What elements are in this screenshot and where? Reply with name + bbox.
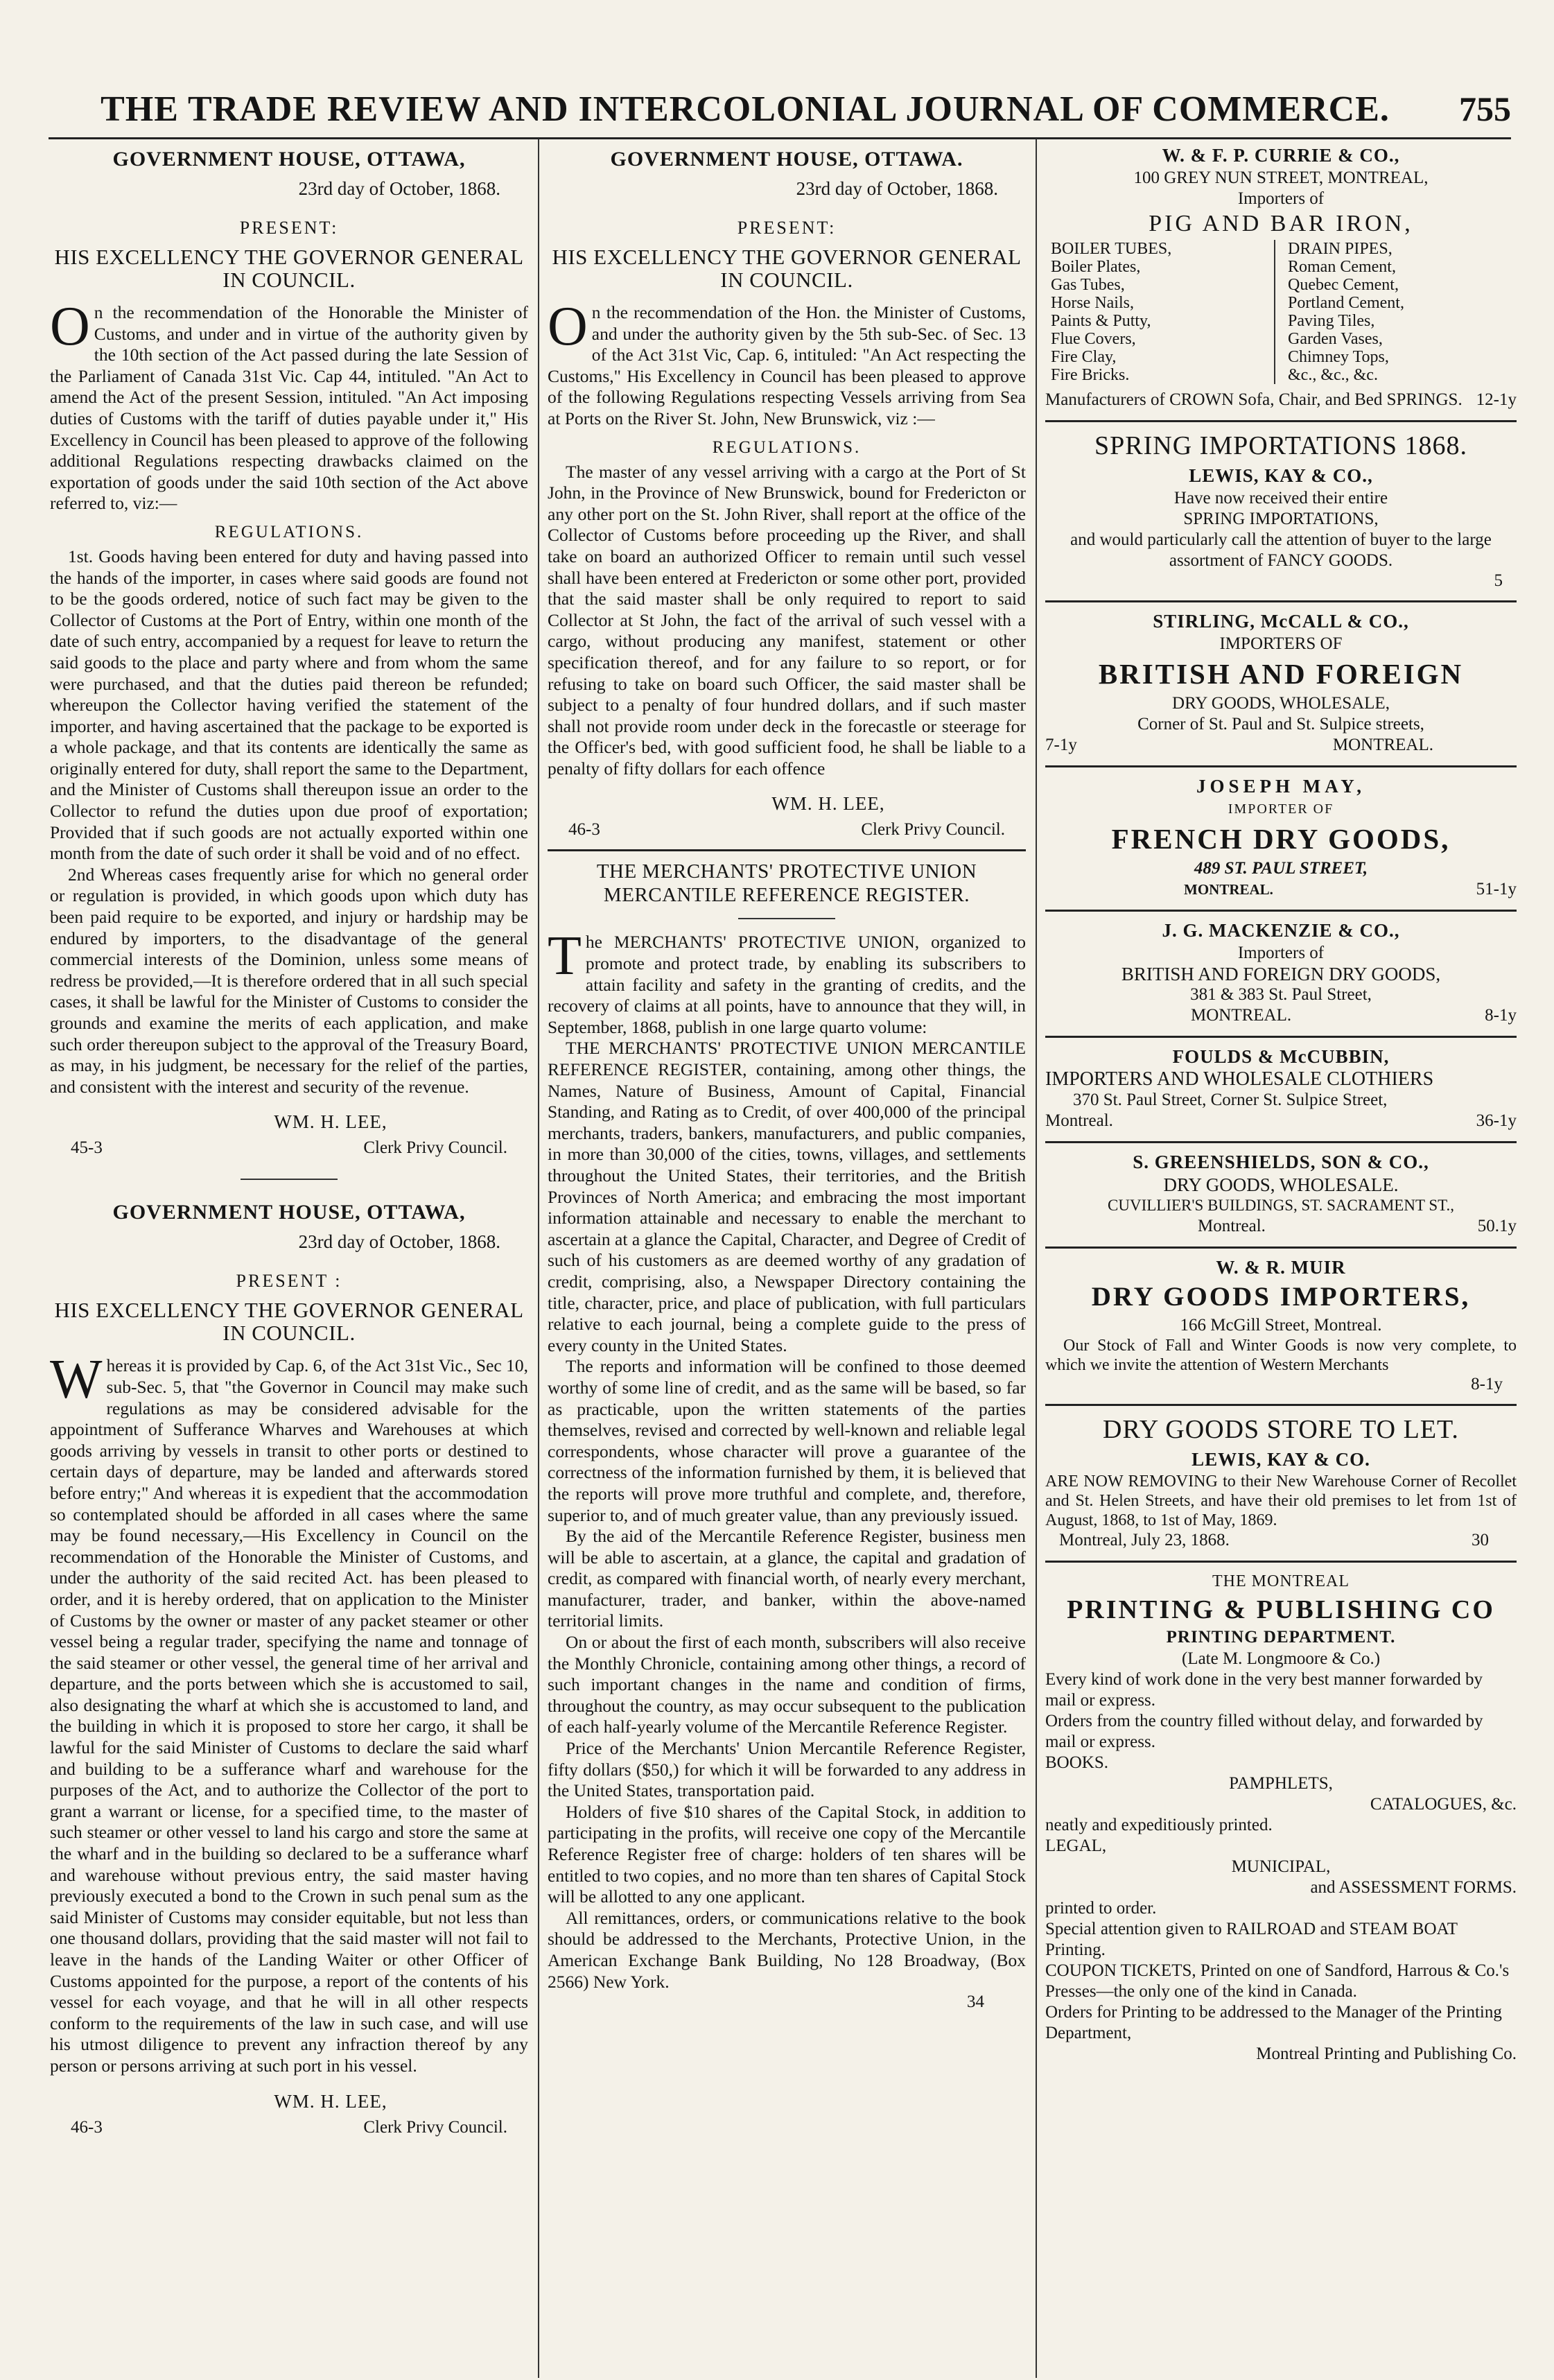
ad-banner: DRY GOODS IMPORTERS, <box>1091 1282 1471 1312</box>
separator <box>1045 1404 1517 1406</box>
list-item: Fire Clay, <box>1051 348 1117 366</box>
list-item: Paving Tiles, <box>1288 312 1375 330</box>
ad-line: (Late M. Longmoore & Co.) <box>1181 1649 1381 1668</box>
notice-sufferance-wharves <box>50 1201 528 2137</box>
regulations-heading: REGULATIONS. <box>712 437 862 457</box>
ad-joseph-may <box>1045 776 1517 900</box>
advertiser-name: LEWIS, KAY & CO., <box>1189 465 1373 486</box>
notice-heading: GOVERNMENT HOUSE, OTTAWA, <box>112 1201 466 1224</box>
ad-line: Special attention given to RAILROAD and STEAM BOAT Printing. <box>1045 1920 1458 1959</box>
notice-st-john-vessels <box>548 148 1026 840</box>
ad-ref: 51-1y <box>1476 880 1517 898</box>
separator <box>1045 600 1517 602</box>
notice-drawbacks <box>50 148 528 1158</box>
article-paragraph: By the aid of the Mercantile Reference Register, business men will be able to ascertain, at a glance, the capital and gradation of credit, as compared with financial worth, of nearly every merchant, manufacturer, trader, and banker, within the above-named territorial limits. <box>548 1526 1026 1631</box>
ad-line: IMPORTER OF <box>1228 801 1334 817</box>
separator <box>241 1179 338 1180</box>
notice-heading: GOVERNMENT HOUSE, OTTAWA, <box>112 148 466 171</box>
column-rule-2 <box>1036 139 1037 2378</box>
advertiser-name: W. & F. P. CURRIE & CO., <box>1162 145 1400 166</box>
separator <box>1045 910 1517 912</box>
separator <box>1045 1141 1517 1143</box>
ad-greenshields <box>1045 1152 1517 1237</box>
separator <box>1045 765 1517 767</box>
ad-line: DRY GOODS, WHOLESALE, <box>1172 694 1390 713</box>
signer: WM. H. LEE, <box>274 2090 387 2112</box>
article-paragraph: All remittances, orders, or communications relative to the book should be addressed to the Merchants, Protective Union, in the American Exchange Bank Building, No 128 Broadway, (Box 2566) New York. <box>548 1907 1026 1992</box>
advertiser-name: W. & R. MUIR <box>1216 1257 1346 1278</box>
ad-ref: 50.1y <box>1477 1217 1517 1235</box>
ad-city: MONTREAL. <box>1191 1006 1292 1025</box>
ad-line: Every kind of work done in the very best manner forwarded by mail or express. <box>1045 1670 1483 1710</box>
notice-date: 23rd day of October, 1868. <box>298 178 500 199</box>
separator <box>1045 1036 1517 1038</box>
advertiser-address: Corner of St. Paul and St. Sulpice streets, <box>1137 715 1424 733</box>
article-paragraph: The reports and information will be confined to those deemed worthy of some line of credit, and as the same will be based, so far as practicable, upon the written statements of the parties themselves, revised and corrected by well-known and reliable legal correspondents, whose character will prove a guarantee of the correctness of the information furnished by them, it is believed that the reports will prove more truthful and complete, and, therefore, superior to, and of much greater value, than any previously issued. <box>548 1356 1026 1525</box>
ad-footer <box>1045 1216 1517 1237</box>
article-paragraph: On or about the first of each month, subscribers will also receive the Monthly Chronicle, containing among other things, a record of such important changes in the name and condition of firms, throughout the country, as may occur subsequent to the publication of each half-yearly volume of the Mercantile Reference Register. <box>548 1632 1026 1737</box>
list-item: Gas Tubes, <box>1051 276 1125 294</box>
product-list-right <box>1274 240 1511 384</box>
signer: WM. H. LEE, <box>274 1111 387 1133</box>
advertiser-name: STIRLING, McCALL & CO., <box>1153 611 1409 632</box>
article-title: THE MERCHANTS' PROTECTIVE UNION MERCANTILE REFERENCE REGISTER. <box>596 860 977 907</box>
article-ref: 34 <box>967 1992 984 2012</box>
ad-line: Importers of <box>1237 189 1325 208</box>
ad-banner: PIG AND BAR IRON, <box>1149 211 1413 236</box>
ad-line: Importers of <box>1237 944 1325 962</box>
notice-excellency: HIS EXCELLENCY THE GOVERNOR GENERAL IN COUNCIL. <box>552 245 1022 292</box>
ad-ref: 5 <box>1494 571 1503 590</box>
ad-footer <box>1045 390 1517 410</box>
merchants-protective-union <box>548 860 1026 2012</box>
list-item: Chimney Tops, <box>1288 348 1389 366</box>
separator <box>1045 420 1517 422</box>
ad-ref: 8-1y <box>1485 1006 1517 1025</box>
product-list-left <box>1051 240 1274 384</box>
ad-city: Montreal. <box>1198 1217 1266 1235</box>
ad-foulds <box>1045 1046 1517 1131</box>
journal-title: THE TRADE REVIEW AND INTERCOLONIAL JOURNAL OF COMMERCE. <box>101 89 1390 129</box>
list-item: &c., &c., &c. <box>1288 366 1378 384</box>
list-item: Fire Bricks. <box>1051 366 1130 384</box>
clerk-title: Clerk Privy Council. <box>363 2117 507 2137</box>
ad-line: Orders from the country filled without delay, and forwarded by mail or express. <box>1045 1712 1483 1751</box>
list-item: Flue Covers, <box>1051 330 1136 348</box>
notice-date: 23rd day of October, 1868. <box>796 178 998 199</box>
ad-stirling <box>1045 611 1517 756</box>
signature-row <box>71 1138 507 1158</box>
notice-excellency: HIS EXCELLENCY THE GOVERNOR GENERAL IN COUNCIL. <box>54 1298 524 1346</box>
notice-paragraph: 1st. Goods having been entered for duty and having passed into the hands of the importer, in cases where said goods are found not to be the goods ordered, notice of such fact may be given to the Collector of Customs at the Port of Entry, within one month of the date of such entry, accompanied by a request for leave to return the said goods to the place and party where and from whom the same were purchased, and that the duties paid thereon be refunded; whereupon the Collector having verified the statement of the importer, and having ascertained that the package to be exported is a whole package, and that its contents are identically the same as originally entered for duty, shall report the same to the Department, and the Minister of Customs shall thereupon issue an order to the Collector to refund the duties upon due proof of exportation; Provided that if such goods are not actually exported within one month from the date of such order it shall be void and of no effect. <box>50 546 528 864</box>
ad-currie <box>1045 145 1517 410</box>
ad-footer <box>1045 1005 1517 1026</box>
masthead-rule <box>49 137 1511 139</box>
ad-line: PAMPHLETS, <box>1229 1774 1333 1793</box>
notice-heading: GOVERNMENT HOUSE, OTTAWA. <box>610 148 963 171</box>
ad-banner: DRY GOODS STORE TO LET. <box>1103 1415 1459 1444</box>
separator <box>738 918 835 919</box>
notice-present: PRESENT : <box>236 1271 342 1292</box>
ad-muir <box>1045 1257 1517 1394</box>
clerk-title: Clerk Privy Council. <box>363 1138 507 1158</box>
signer: WM. H. LEE, <box>771 793 885 815</box>
ad-line: MUNICIPAL, <box>1231 1857 1331 1876</box>
list-item: Roman Cement, <box>1288 258 1396 276</box>
signature-row <box>71 2118 507 2137</box>
advertiser-address: 166 McGill Street, Montreal. <box>1180 1316 1382 1335</box>
list-item: Horse Nails, <box>1051 294 1134 312</box>
ad-line: COUPON TICKETS, Printed on one of Sandford, Harrous & Co.'s Presses—the only one of the kind in Canada. <box>1045 1961 1510 2001</box>
notice-ref: 46-3 <box>568 820 600 840</box>
advertiser-name: S. GREENSHIELDS, SON & CO., <box>1133 1152 1429 1172</box>
ad-line: DRY GOODS, WHOLESALE. <box>1163 1174 1399 1195</box>
advertiser-address: 381 & 383 St. Paul Street, <box>1190 985 1372 1004</box>
notice-ref: 45-3 <box>71 1138 103 1158</box>
notice-date: 23rd day of October, 1868. <box>298 1231 500 1253</box>
product-list <box>1051 240 1511 384</box>
signature-row <box>568 820 1005 840</box>
notice-paragraph: On the recommendation of the Hon. the Minister of Customs, and under the authority given by the 5th sub-Sec. of Sec. 13 of the Act 31st Vic, Cap. 6, intituled: "An Act respecting the Customs," His Excellency in Council has been pleased to approve of the following Regulations respecting Vessels arriving from Sea at Ports on the River St. John, New Brunswick, viz :— <box>548 296 1026 428</box>
ad-line: BRITISH AND FOREIGN DRY GOODS, <box>1121 964 1441 984</box>
ad-footer <box>1045 1530 1517 1551</box>
ad-footer <box>1045 1111 1517 1131</box>
list-item: DRAIN PIPES, <box>1288 240 1393 258</box>
advertiser-address: 489 ST. PAUL STREET, <box>1194 859 1368 878</box>
ad-line: Manufacturers of CROWN Sofa, Chair, and Bed SPRINGS. <box>1045 390 1463 409</box>
ad-banner: BRITISH AND FOREIGN <box>1098 658 1464 690</box>
ad-printing-company <box>1045 1571 1517 2065</box>
clerk-title: Clerk Privy Council. <box>861 820 1005 840</box>
list-item: BOILER TUBES, <box>1051 240 1172 258</box>
ad-line: CATALOGUES, &c. <box>1370 1795 1517 1814</box>
list-item: Quebec Cement, <box>1288 276 1399 294</box>
ad-lewis-spring <box>1045 431 1517 591</box>
ad-banner: FRENCH DRY GOODS, <box>1111 823 1451 855</box>
ad-line: Montreal Printing and Publishing Co. <box>1256 2044 1517 2063</box>
notice-present: PRESENT: <box>239 218 339 238</box>
printing-services <box>1045 1669 1517 2065</box>
ad-ref: 36-1y <box>1476 1111 1517 1130</box>
notice-excellency: HIS EXCELLENCY THE GOVERNOR GENERAL IN COUNCIL. <box>54 245 524 292</box>
notice-ref: 46-3 <box>71 2117 103 2137</box>
article-paragraph: THE MERCHANTS' PROTECTIVE UNION MERCANTILE REFERENCE REGISTER, containing, among other things, the Names, Nature of Business, Amount of Capital, Financial Standing, and Rating as to Credit, of over 400,000 of the principal merchants, traders, bankers, manufacturers, and public companies, in more than 30,000 of the cities, towns, villages, and settlements throughout the United States, their territories, and the British Provinces of North America; and embracing the most important information attainable and necessary to enable the merchant to ascertain at a glance the Capital, Character, and Degree of Credit of such of his customers as are deemed worthy of any gradation of credit, comprising, also, a Newspaper Directory containing the title, character, price, and place of publication, with full particulars relative to each journal, being a complete guide to the press of every county in the United States. <box>548 1038 1026 1355</box>
ad-line: printed to order. <box>1045 1899 1157 1918</box>
ad-date: Montreal, July 23, 1868. <box>1059 1531 1230 1549</box>
advertiser-name: FOULDS & McCUBBIN, <box>1172 1046 1390 1067</box>
ad-line: Have now received their entire <box>1173 489 1388 507</box>
column-3 <box>1045 142 1517 2374</box>
column-1 <box>50 142 528 2374</box>
article-paragraph: The MERCHANTS' PROTECTIVE UNION, organized to promote and protect trade, by enabling its subscribers to attain facility and safety in the granting of credits, and the recovery of claims at all points, have to announce that they will, in September, 1868, publish in one large quarto volume: <box>548 926 1026 1037</box>
ad-banner: SPRING IMPORTATIONS 1868. <box>1094 431 1468 460</box>
ad-ref: 7-1y <box>1045 736 1077 754</box>
ad-mackenzie <box>1045 920 1517 1026</box>
column-2 <box>548 142 1026 2374</box>
ad-line: THE MONTREAL <box>1212 1572 1350 1590</box>
separator <box>1045 1561 1517 1563</box>
ad-footer <box>1045 879 1517 900</box>
list-item: Portland Cement, <box>1288 294 1404 312</box>
ad-line: IMPORTERS AND WHOLESALE CLOTHIERS <box>1045 1068 1434 1090</box>
notice-paragraph: On the recommendation of the Honorable the Minister of Customs, and under and in virtue of the authority given by the 10th section of the Act passed during the late Session of the Parliament of Canada 31st Vic. Cap 44, intituled. "An Act to amend the Act of the present Session, intituled. "An Act imposing duties of Customs with the tariff of duties payable under it," His Excellency in Council has been pleased to approve of the following additional Regulations respecting drawbacks claimed on the exportation of goods under the said 10th section of the Act above referred to, viz:— <box>50 296 528 514</box>
separator <box>548 849 1026 851</box>
ad-line: IMPORTERS OF <box>1219 634 1343 653</box>
ad-city: MONTREAL. <box>1184 881 1273 898</box>
notice-paragraph: The master of any vessel arriving with a cargo at the Port of St John, in the Province of New Brunswick, bound for Fredericton or any other port on the St. John River, shall report at the office of the Collector of Customs before proceeding up the River, and shall take on board an authorized Officer to remain until such vessel shall have been entered at Fredericton or some other port, provided that the said master shall be only required to report to said Collector at St John, the fact of the arrival of such vessel with a cargo, without producing any manifest, statement or other specification thereof, and for any failure to so report, or for refusing to take on board such Officer, the said master shall be subject to a penalty of four hundred dollars, and if such master shall not provide room under deck in the forecastle or steerage for the Officer's bed, with good sufficient food, he shall be liable to a penalty of fifty dollars for each offence <box>548 461 1026 779</box>
ad-ref: 8-1y <box>1471 1375 1503 1393</box>
notice-present: PRESENT: <box>737 218 837 238</box>
advertiser-name: LEWIS, KAY & CO. <box>1191 1449 1370 1470</box>
separator <box>1045 1247 1517 1249</box>
page-number: 755 <box>1459 89 1511 128</box>
ad-line: BOOKS. <box>1045 1753 1108 1772</box>
ad-city: MONTREAL. <box>1332 736 1433 754</box>
ad-banner: PRINTING & PUBLISHING CO <box>1067 1595 1495 1624</box>
column-rule-1 <box>538 139 539 2378</box>
ad-line: and would particularly call the attention of buyer to the large assortment of FANCY GOODS. <box>1070 530 1492 570</box>
article-paragraph: Price of the Merchants' Union Mercantile Reference Register, fifty dollars ($50,) for which it will be forwarded to any address in the United States, transportation paid. <box>548 1738 1026 1801</box>
notice-paragraph: 2nd Whereas cases frequently arise for which no general order or regulation is provided, in which goods upon which duty has been paid require to be exported, and injury or hardship may be endured by importers, to the disadvantage of the general commercial interests of the Dominion, unless some means of redress be provided,—It is therefore ordered that in all such special cases, it shall be lawful for the Minister of Customs to consider the grounds and examine the merits of each application, and make such order thereupon subject to the approval of the Treasury Board, as may, in his judgment, be necessary for the relief of the parties, and consistent with the interest and security of the revenue. <box>50 864 528 1097</box>
ad-footer <box>1045 735 1517 756</box>
advertiser-address: CUVILLIER'S BUILDINGS, ST. SACRAMENT ST., <box>1108 1197 1454 1214</box>
article-paragraph: Holders of five $10 shares of the Capital Stock, in addition to participating in the profits, will receive one copy of the Mercantile Reference Register free of charge: holders of ten shares will be entitled to two copies, and no more than ten shares of Capital Stock will be allotted to any one applicant. <box>548 1801 1026 1907</box>
ad-line: Orders for Printing to be addressed to the Manager of the Printing Department, <box>1045 2003 1502 2042</box>
advertiser-address: 370 St. Paul Street, Corner St. Sulpice Street, <box>1073 1091 1388 1109</box>
ad-ref: 12-1y <box>1476 390 1517 409</box>
ad-body: Our Stock of Fall and Winter Goods is now very complete, to which we invite the attention of Western Merchants <box>1045 1337 1517 1374</box>
ad-line: LEGAL, <box>1045 1836 1107 1855</box>
ad-line: neatly and expeditiously printed. <box>1045 1816 1273 1834</box>
ad-store-to-let <box>1045 1414 1517 1551</box>
ad-line: PRINTING DEPARTMENT. <box>1166 1628 1396 1647</box>
ad-ref: 30 <box>1472 1531 1489 1549</box>
regulations-heading: REGULATIONS. <box>214 522 364 541</box>
masthead <box>49 82 1511 151</box>
list-item: Boiler Plates, <box>1051 258 1141 276</box>
notice-paragraph: Whereas it is provided by Cap. 6, of the Act 31st Vic., Sec 10, sub-Sec. 5, that "the Governor in Council may make such regulations as may be considered advisable for the appointment of Sufferance Wharves and Warehouses at which goods arriving by vessels in transit to other ports or destined to certain days of departure, may be landed and afterwards stored before entry;" And whereas it is expedient that the accommodation so contemplated should be afforded in all cases where the same may be found necessary,—His Excellency in Council on the recommendation of the Honorable the Minister of Customs, and under the authority of the said recited Act. has been pleased to order, and it is hereby ordered, that on application to the Minister of Customs by the owner or master of any packet steamer or other vessel being a regular trader, specifying the name and tonnage of the said steamer or other vessel, the general time of her arrival and departure, and the ports between which she is accustomed to sail, also designating the wharf at which she is accustomed to land, and the building in which it is proposed to store her cargo, it shall be lawful for the said Minister of Customs to declare the said wharf and building to be a sufferance wharf and warehouse for the purposes of the Act, and to authorize the Collector of the port to grant a warrant or license, for a specified time, to the master of such steamer or other vessel to land his cargo and store the same at the wharf and in the building so declared to be a sufferance wharf and warehouse without previous entry, the said master having previously executed a bond to the Crown in such penal sum as the said Minister of Customs may consider equitable, but not less than one thousand dollars, providing that the said master will not fail to leave in the hands of the Landing Waiter or other Officer of Customs appointed for the purpose, a report of the contents of his vessel for each voyage, and that he will in all other respects conform to the requirements of the law in such case, and will use his utmost diligence to prevent any infraction thereof by any person or persons arriving at such port in his vessel. <box>50 1349 528 2076</box>
advertiser-name: JOSEPH MAY, <box>1196 776 1366 797</box>
ad-line: and ASSESSMENT FORMS. <box>1310 1878 1517 1897</box>
list-item: Garden Vases, <box>1288 330 1383 348</box>
advertiser-address: 100 GREY NUN STREET, MONTREAL, <box>1133 168 1429 187</box>
list-item: Paints & Putty, <box>1051 312 1151 330</box>
ad-body: ARE NOW REMOVING to their New Warehouse Corner of Recollet and St. Helen Streets, and have their old premises to let from 1st of August, 1868, to 1st of May, 1869. <box>1045 1473 1517 1529</box>
advertiser-name: J. G. MACKENZIE & CO., <box>1162 920 1400 941</box>
ad-line: SPRING IMPORTATIONS, <box>1183 510 1379 528</box>
ad-city: Montreal. <box>1045 1111 1113 1130</box>
